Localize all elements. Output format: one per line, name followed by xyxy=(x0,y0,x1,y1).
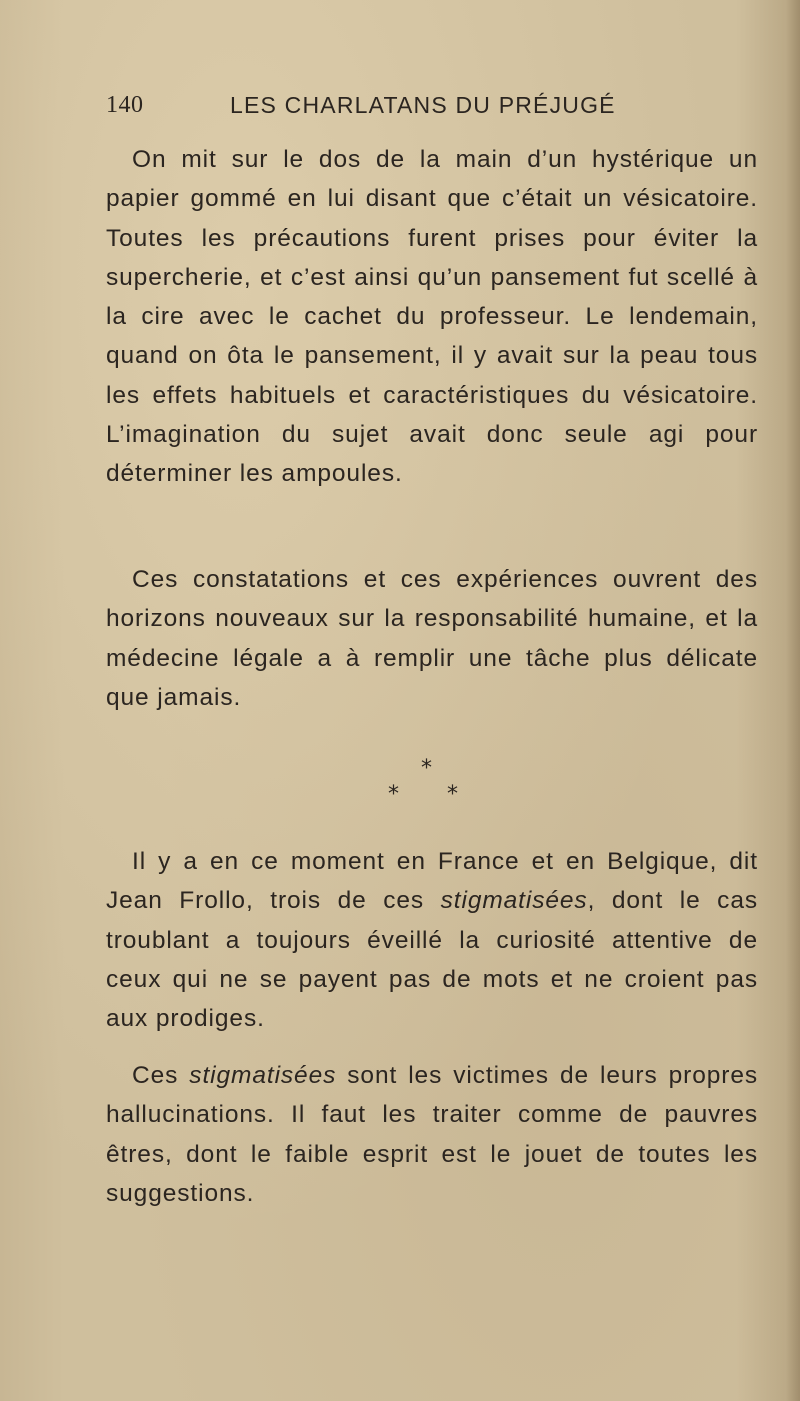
page-edge-shadow xyxy=(786,0,800,1401)
paragraph-3-text xyxy=(106,842,758,1038)
asterism-star-top: * xyxy=(421,756,432,781)
paragraph-1 xyxy=(106,140,758,494)
paragraph-3-rest: , dont le cas troublant a toujours éveillé la curiosité attentive de ceux qui ne se payent pas de mots et ne croient pas aux prodiges. xyxy=(106,887,758,1033)
asterism-star-right: * xyxy=(447,782,458,807)
paragraph-4-rest: sont les victimes de leurs propres hallucinations. Il faut les traiter comme de pauvres êtres, dont le faible esprit est le jouet de toutes les suggestions. xyxy=(106,1062,758,1207)
paragraph-2-text: Ces constatations et ces expériences ouvrent des horizons nouveaux sur la responsabilité humaine, et la médecine légale a à remplir une tâche plus délicate que jamais. xyxy=(106,566,758,711)
page-number: 140 xyxy=(106,92,144,118)
running-head xyxy=(106,92,766,122)
paragraph-4-italic: stigmatisées xyxy=(189,1062,337,1089)
asterism-section-break xyxy=(0,758,800,818)
paragraph-3-lead: Il y a en ce moment en France et en Belgique, dit Jean Frollo, trois de ces xyxy=(106,848,758,915)
paragraph-2 xyxy=(106,560,758,717)
running-title: LES CHARLATANS DU PRÉJUGÉ xyxy=(230,92,616,118)
asterism-star-left: * xyxy=(388,782,399,807)
paragraph-1-text: On mit sur le dos de la main d’un hystérique un papier gommé en lui disant que c’était un vésicatoire. Toutes les précautions furent prises pour éviter la supercherie, et c’est ainsi qu’un pansement fut scellé à la cire avec le cachet du professeur. Le lendemain, quand on ôta le pansement, il y avait sur la peau tous les effets habituels et caractéristiques du vésicatoire. L’imagination du sujet avait donc seule agi pour déterminer les ampoules. xyxy=(106,146,758,488)
paragraph-4 xyxy=(106,1056,758,1213)
paragraph-3-italic: stigmatisées xyxy=(440,887,588,915)
paragraph-4-lead: Ces xyxy=(132,1062,190,1089)
paragraph-3 xyxy=(106,842,758,1038)
paragraph-4-text xyxy=(106,1056,758,1213)
